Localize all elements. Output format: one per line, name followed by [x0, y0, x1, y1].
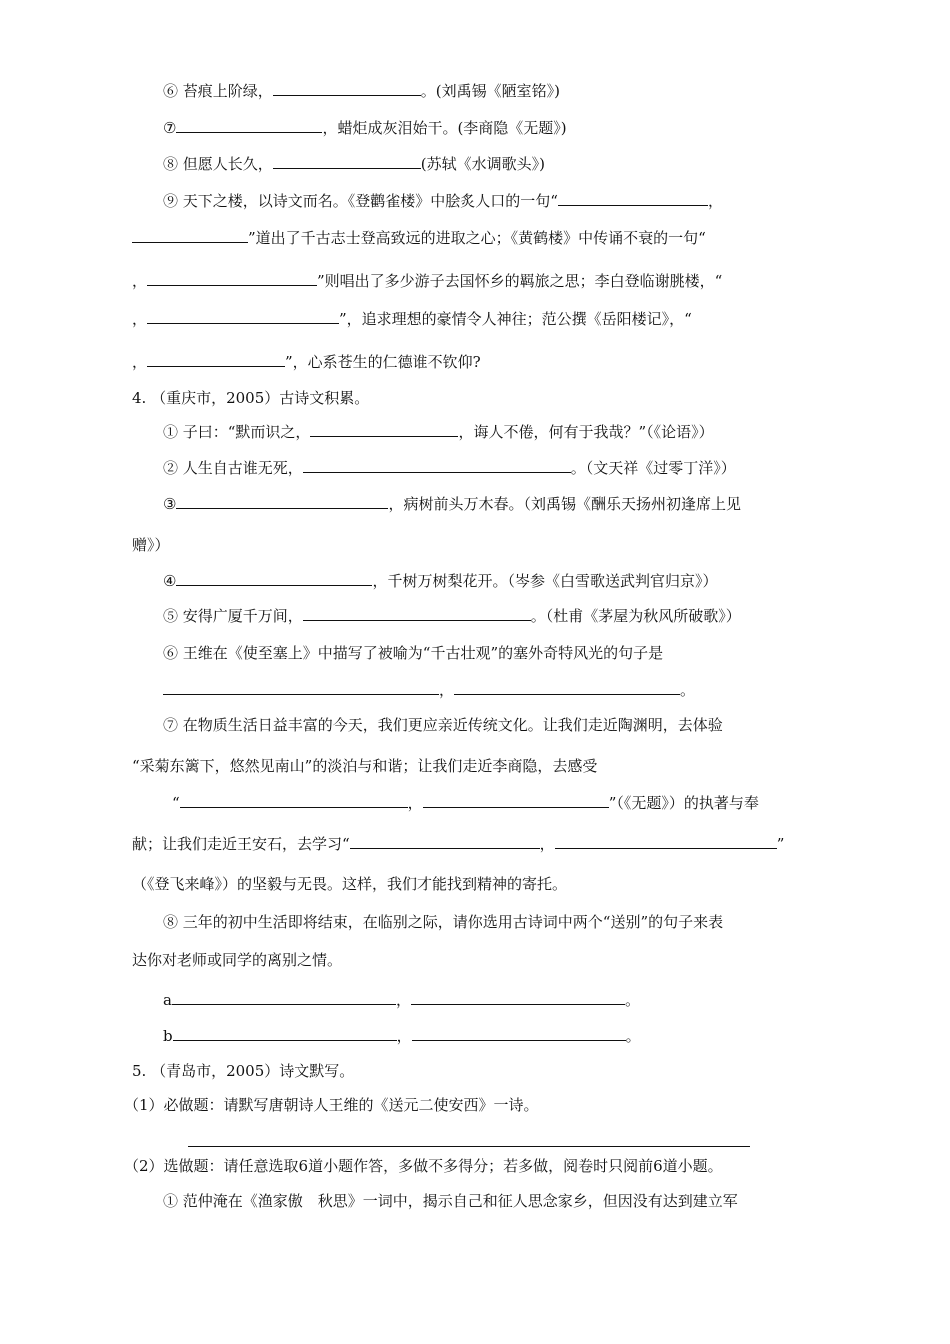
answer-blank[interactable]	[132, 228, 248, 243]
answer-blank[interactable]	[273, 154, 421, 169]
answer-blank[interactable]	[273, 81, 421, 96]
q3-line-12: ， ”，追求理想的豪情令人神往；范公撰《岳阳楼记》，“	[132, 310, 692, 328]
answer-blank[interactable]	[172, 990, 396, 1005]
q4-line-3: ③ ，病树前头万木春。（刘禹锡《酬乐天扬州初逢席上见	[163, 495, 741, 513]
answer-blank[interactable]	[176, 118, 322, 133]
answer-blank[interactable]	[176, 494, 388, 509]
answer-blank[interactable]	[423, 793, 609, 808]
q3-line-11: ， ”则唱出了多少游子去国怀乡的羁旅之思；李白登临谢朓楼，“	[132, 272, 723, 290]
q3-line-6: ⑥ 苔痕上阶绿， 。(刘禹锡《陋室铭》)	[163, 82, 560, 100]
q4-line-7-1: ⑦ 在物质生活日益丰富的今天，我们更应亲近传统文化。让我们走近陶渊明，去体验	[163, 716, 723, 734]
answer-blank[interactable]	[303, 458, 571, 473]
q4-line-6: ⑥ 王维在《使至塞上》中描写了被喻为“千古壮观”的塞外奇特风光的句子是	[163, 644, 664, 662]
q4-line-3-cont: 赠》）	[132, 536, 170, 554]
q4-line-a: a ， 。	[163, 991, 640, 1009]
answer-blank[interactable]	[411, 990, 625, 1005]
answer-blank[interactable]	[188, 1146, 750, 1147]
q3-line-9: ⑨ 天下之楼，以诗文而名。《登鹳雀楼》中脍炙人口的一句“ ，	[163, 192, 723, 210]
q4-line-7-4: 献；让我们走近王安石，去学习“ ， ”	[132, 835, 785, 853]
q4-line-7-2: “采菊东篱下，悠然见南山”的淡泊与和谐；让我们走近李商隐，去感受	[132, 757, 598, 775]
answer-blank[interactable]	[310, 422, 458, 437]
q4-line-1: ① 子曰：“默而识之， ，诲人不倦，何有于我哉？”（《论语》）	[163, 423, 714, 441]
answer-blank[interactable]	[454, 680, 680, 695]
answer-blank[interactable]	[147, 271, 317, 286]
answer-blank[interactable]	[173, 1026, 397, 1041]
q4-line-8-1: ⑧ 三年的初中生活即将结束，在临别之际，请你选用古诗词中两个“送别”的句子来表	[163, 913, 724, 931]
answer-blank[interactable]	[147, 352, 285, 367]
q3-line-8: ⑧ 但愿人长久， (苏轼《水调歌头》)	[163, 155, 545, 173]
q4-line-7-3: “ ， ”（《无题》）的执著与奉	[172, 794, 759, 812]
q3-line-10: ”道出了千古志士登高致远的进取之心；《黄鹤楼》中传诵不衰的一句“	[132, 228, 706, 248]
q4-header: 4. （重庆市，2005）古诗文积累。	[132, 389, 370, 407]
q4-line-b: b ， 。	[163, 1027, 641, 1045]
q5-header: 5. （青岛市，2005）诗文默写。	[132, 1062, 355, 1080]
q4-line-7-5: （《登飞来峰》）的坚毅与无畏。这样，我们才能找到精神的寄托。	[132, 875, 568, 893]
answer-blank[interactable]	[163, 680, 439, 695]
q4-line-6-blanks: ， 。	[163, 680, 695, 700]
answer-blank[interactable]	[558, 191, 708, 206]
q5-part-2: （2）选做题：请任意选取6道小题作答，多做不多得分；若多做，阅卷时只阅前6道小题。	[124, 1157, 723, 1175]
answer-blank[interactable]	[147, 309, 339, 324]
q4-line-4: ④ ，千树万树梨花开。（岑参《白雪歌送武判官归京》）	[163, 572, 718, 590]
answer-blank[interactable]	[412, 1026, 626, 1041]
q5-part-1: （1）必做题：请默写唐朝诗人王维的《送元二使安西》一诗。	[124, 1096, 539, 1114]
q4-line-2: ② 人生自古谁无死， 。（文天祥《过零丁洋》）	[163, 459, 736, 477]
q5-part-2-item-1: ① 范仲淹在《渔家傲 秋思》一词中，揭示自己和征人思念家乡，但因没有达到建立军	[163, 1192, 738, 1210]
q4-line-5: ⑤ 安得广厦千万间， 。（杜甫《茅屋为秋风所破歌》）	[163, 607, 741, 625]
answer-blank[interactable]	[350, 834, 540, 849]
answer-blank[interactable]	[555, 834, 777, 849]
answer-blank[interactable]	[180, 793, 408, 808]
answer-blank[interactable]	[303, 606, 531, 621]
q3-line-7: ⑦ ，蜡炬成灰泪始干。(李商隐《无题》)	[163, 119, 567, 137]
q4-line-8-2: 达你对老师或同学的离别之情。	[132, 951, 343, 969]
answer-blank[interactable]	[176, 571, 372, 586]
q3-line-13: ， ”，心系苍生的仁德谁不钦仰?	[132, 353, 481, 371]
